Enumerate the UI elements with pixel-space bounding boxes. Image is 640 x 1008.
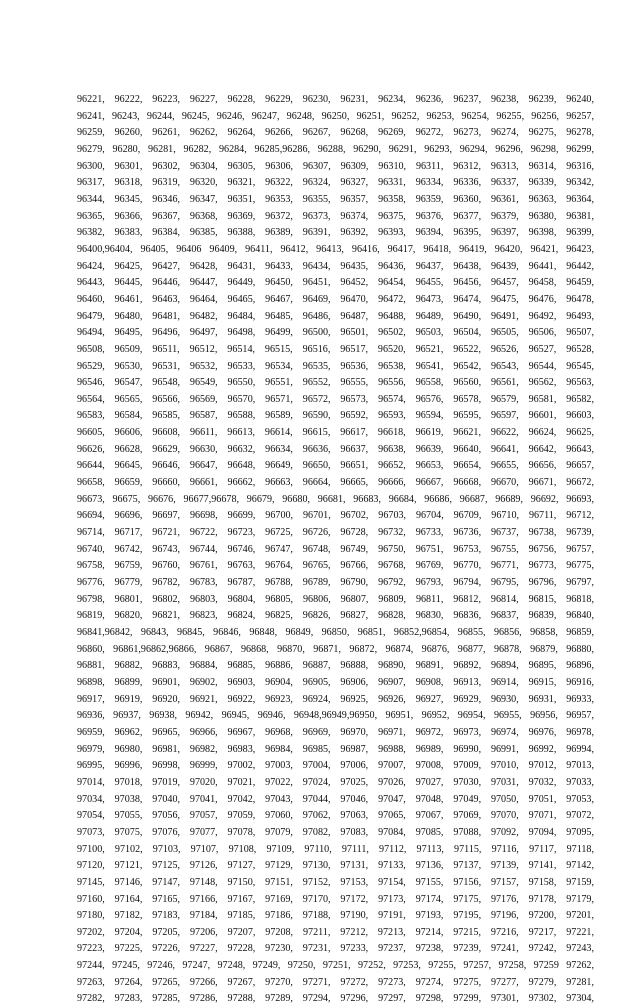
text-line: 96443, 96445, 96446, 96447, 96449, 96450, 96451, 96452, 96454, 96455, 96456, 96457, 96458, 96459, xyxy=(77,277,594,289)
text-line: 96694, 96696, 96697, 96698, 96699, 96700, 96701, 96702, 96703, 96704, 96709, 96710, 96711, 96712, xyxy=(77,510,594,522)
text-line: 97244, 97245, 97246, 97247, 97248, 97249, 97250, 97251, 97252, 97253, 97255, 97257, 97258, 97259 97262, xyxy=(77,960,594,972)
text-line: 96644, 96645, 96646, 96647, 96648, 96649, 96650, 96651, 96652, 96653, 96654, 96655, 96656, 96657, xyxy=(77,460,594,472)
text-line: 96479, 96480, 96481, 96482, 96484, 96485, 96486, 96487, 96488, 96489, 96490, 96491, 96492, 96493, xyxy=(77,310,594,322)
text-line: 96424, 96425, 96427, 96428, 96431, 96433, 96434, 96435, 96436, 96437, 96438, 96439, 96441, 96442, xyxy=(77,260,594,272)
text-line: 96317, 96318, 96319, 96320, 96321, 96322, 96324, 96327, 96331, 96334, 96336, 96337, 96339, 96342, xyxy=(77,177,594,189)
text-line: 96460, 96461, 96463, 96464, 96465, 96467, 96469, 96470, 96472, 96473, 96474, 96475, 96476, 96478, xyxy=(77,293,594,305)
text-line: 96959, 96962, 96965, 96966, 96967, 96968, 96969, 96970, 96971, 96972, 96973, 96974, 96976, 96978, xyxy=(77,726,594,738)
text-line: 97100, 97102, 97103, 97107, 97108, 97109, 97110, 97111, 97112, 97113, 97115, 97116, 97117, 97118, xyxy=(77,843,594,855)
text-line: 96936, 96937, 96938, 96942, 96945, 96946, 96948,96949,96950, 96951, 96952, 96954, 96955, 96956, 96957, xyxy=(77,710,594,722)
text-line: 96583, 96584, 96585, 96587, 96588, 96589, 96590, 96592, 96593, 96594, 96595, 96597, 96601, 96603, xyxy=(77,410,594,422)
text-line: 96564, 96565, 96566, 96569, 96570, 96571, 96572, 96573, 96574, 96576, 96578, 96579, 96581, 96582, xyxy=(77,393,594,405)
text-line: 96259, 96260, 96261, 96262, 96264, 96266, 96267, 96268, 96269, 96272, 96273, 96274, 96275, 96278, xyxy=(77,127,594,139)
text-line: 96508, 96509, 96511, 96512, 96514, 96515, 96516, 96517, 96520, 96521, 96522, 96526, 96527, 96528, xyxy=(77,343,594,355)
text-line: 97034, 97038, 97040, 97041, 97042, 97043, 97044, 97046, 97047, 97048, 97049, 97050, 97051, 97053, xyxy=(77,793,594,805)
text-line: 96673, 96675, 96676, 96677,96678, 96679, 96680, 96681, 96683, 96684, 96686, 96687, 96689, 96692, 96693, xyxy=(77,493,594,505)
text-line: 97014, 97018, 97019, 97020, 97021, 97022, 97024, 97025, 97026, 97027, 97030, 97031, 97032, 97033, xyxy=(77,776,594,788)
text-line: 96860, 96861,96862,96866, 96867, 96868, 96870, 96871, 96872, 96874, 96876, 96877, 96878, 96879, 96880, xyxy=(77,643,594,655)
text-line: 97282, 97283, 97285, 97286, 97288, 97289, 97294, 97296, 97297, 97298, 97299, 97301, 97302, 97304, xyxy=(77,993,594,1005)
text-line: 96400,96404, 96405, 96406 96409, 96411, 96412, 96413, 96416, 96417, 96418, 96419, 96420, 96421, 96423, xyxy=(77,243,594,255)
text-line: 97202, 97204, 97205, 97206, 97207, 97208, 97211, 97212, 97213, 97214, 97215, 97216, 97217, 97221, xyxy=(77,926,594,938)
text-line: 96798, 96801, 96802, 96803, 96804, 96805, 96806, 96807, 96809, 96811, 96812, 96814, 96815, 96818, xyxy=(77,593,594,605)
text-line: 96494, 96495, 96496, 96497, 96498, 96499, 96500, 96501, 96502, 96503, 96504, 96505, 96506, 96507, xyxy=(77,327,594,339)
text-line: 96776, 96779, 96782, 96783, 96787, 96788, 96789, 96790, 96792, 96793, 96794, 96795, 96796, 96797, xyxy=(77,577,594,589)
text-line: 96279, 96280, 96281, 96282, 96284, 96285,96286, 96288, 96290, 96291, 96293, 96294, 96296, 96298, 96299, xyxy=(77,143,594,155)
text-line: 96841,96842, 96843, 96845, 96846, 96848, 96849, 96850, 96851, 96852,96854, 96855, 96856, 96858, 96859, xyxy=(77,627,594,638)
text-line: 96365, 96366, 96367, 96368, 96369, 96372, 96373, 96374, 96375, 96376, 96377, 96379, 96380, 96381, xyxy=(77,210,594,222)
text-line: 96241, 96243, 96244, 96245, 96246, 96247, 96248, 96250, 96251, 96252, 96253, 96254, 96255, 96256, 96257, xyxy=(77,110,594,122)
text-line: 96546, 96547, 96548, 96549, 96550, 96551, 96552, 96555, 96556, 96558, 96560, 96561, 96562, 96563, xyxy=(77,377,594,389)
text-line: 97263, 97264, 97265, 97266, 97267, 97270, 97271, 97272, 97273, 97274, 97275, 97277, 97279, 97281, xyxy=(77,976,594,988)
text-line: 96917, 96919, 96920, 96921, 96922, 96923, 96924, 96925, 96926, 96927, 96929, 96930, 96931, 96933, xyxy=(77,693,594,705)
text-line: 97145, 97146, 97147, 97148, 97150, 97151, 97152, 97153, 97154, 97155, 97156, 97157, 97158, 97159, xyxy=(77,876,594,888)
text-line: 96658, 96659, 96660, 96661, 96662, 96663, 96664, 96665, 96666, 96667, 96668, 96670, 96671, 96672, xyxy=(77,477,594,489)
text-line: 96344, 96345, 96346, 96347, 96351, 96353, 96355, 96357, 96358, 96359, 96360, 96361, 96363, 96364, xyxy=(77,193,594,205)
text-line: 97054, 97055, 97056, 97057, 97059, 97060, 97062, 97063, 97065, 97067, 97069, 97070, 97071, 97072, xyxy=(77,810,594,822)
text-line: 96529, 96530, 96531, 96532, 96533, 96534, 96535, 96536, 96538, 96541, 96542, 96543, 96544, 96545, xyxy=(77,360,594,372)
text-line: 96300, 96301, 96302, 96304, 96305, 96306, 96307, 96309, 96310, 96311, 96312, 96313, 96314, 96316, xyxy=(77,160,594,172)
text-line: 97180, 97182, 97183, 97184, 97185, 97186, 97188, 97190, 97191, 97193, 97195, 97196, 97200, 97201, xyxy=(77,910,594,922)
text-line: 97160, 97164, 97165, 97166, 97167, 97169, 97170, 97172, 97173, 97174, 97175, 97176, 97178, 97179, xyxy=(77,893,594,905)
text-line: 96979, 96980, 96981, 96982, 96983, 96984, 96985, 96987, 96988, 96989, 96990, 96991, 96992, 96994, xyxy=(77,743,594,755)
text-line: 96881, 96882, 96883, 96884, 96885, 96886, 96887, 96888, 96890, 96891, 96892, 96894, 96895, 96896, xyxy=(77,660,594,672)
text-line: 97120, 97121, 97125, 97126, 97127, 97129, 97130, 97131, 97133, 97136, 97137, 97139, 97141, 97142, xyxy=(77,860,594,872)
text-line: 96995, 96996, 96998, 96999, 97002, 97003, 97004, 97006, 97007, 97008, 97009, 97010, 97012, 97013, xyxy=(77,760,594,772)
text-line: 96740, 96742, 96743, 96744, 96746, 96747, 96748, 96749, 96750, 96751, 96753, 96755, 96756, 96757, xyxy=(77,543,594,555)
text-line: 96819, 96820, 96821, 96823, 96824, 96825, 96826, 96827, 96828, 96830, 96836, 96837, 96839, 96840, xyxy=(77,610,594,622)
number-list-body xyxy=(77,92,594,1008)
text-line: 96605, 96606, 96608, 96611, 96613, 96614, 96615, 96617, 96618, 96619, 96621, 96622, 96624, 96625, xyxy=(77,427,594,439)
text-line: 97073, 97075, 97076, 97077, 97078, 97079, 97082, 97083, 97084, 97085, 97088, 97092, 97094, 97095, xyxy=(77,826,594,838)
text-line: 96626, 96628, 96629, 96630, 96632, 96634, 96636, 96637, 96638, 96639, 96640, 96641, 96642, 96643, xyxy=(77,443,594,455)
text-line: 96221, 96222, 96223, 96227, 96228, 96229, 96230, 96231, 96234, 96236, 96237, 96238, 96239, 96240, xyxy=(77,94,594,105)
text-line: 97223, 97225, 97226, 97227, 97228, 97230, 97231, 97233, 97237, 97238, 97239, 97241, 97242, 97243, xyxy=(77,943,594,955)
text-line: 96714, 96717, 96721, 96722, 96723, 96725, 96726, 96728, 96732, 96733, 96736, 96737, 96738, 96739, xyxy=(77,527,594,539)
text-line: 96758, 96759, 96760, 96761, 96763, 96764, 96765, 96766, 96768, 96769, 96770, 96771, 96773, 96775, xyxy=(77,560,594,572)
text-line: 96382, 96383, 96384, 96385, 96388, 96389, 96391, 96392, 96393, 96394, 96395, 96397, 96398, 96399, xyxy=(77,227,594,239)
text-line: 96898, 96899, 96901, 96902, 96903, 96904, 96905, 96906, 96907, 96908, 96913, 96914, 96915, 96916, xyxy=(77,676,594,688)
